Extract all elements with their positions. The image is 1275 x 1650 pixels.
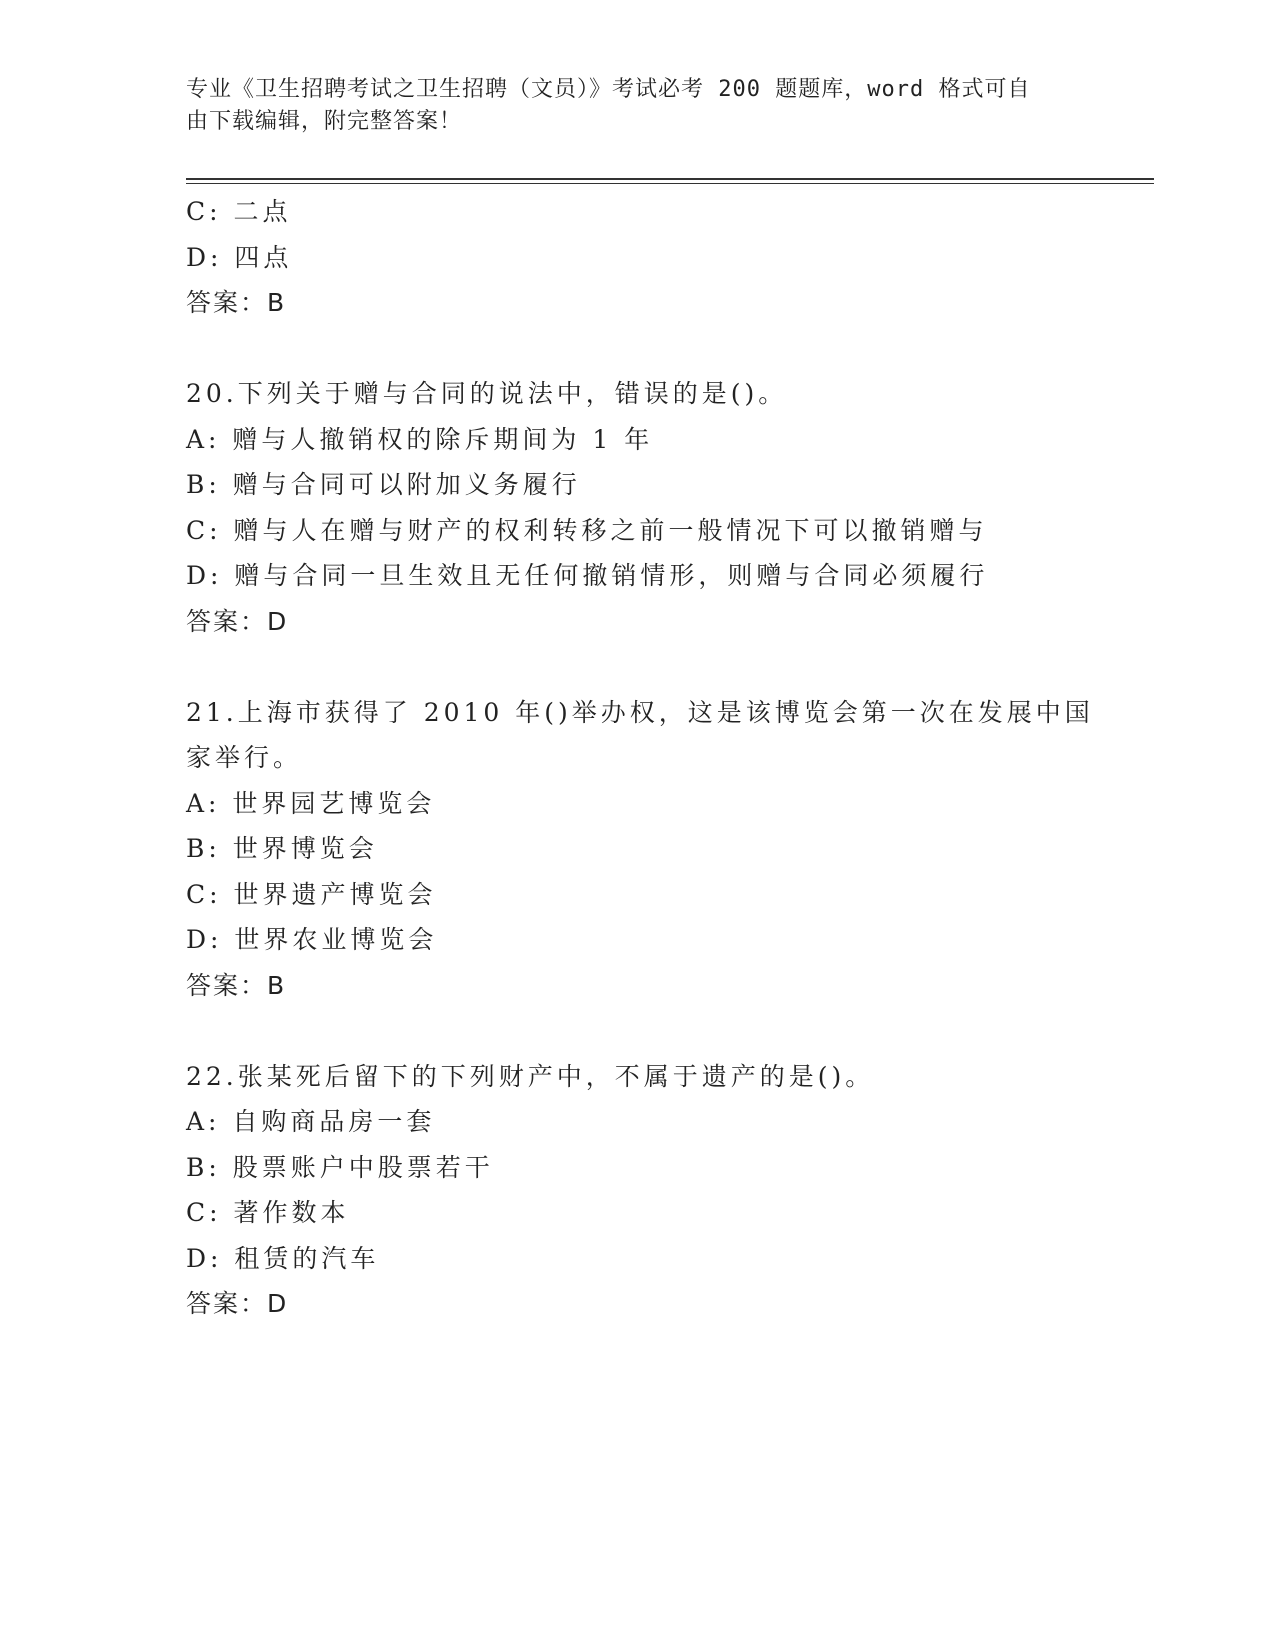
q19-option-d: D: 四点 bbox=[186, 242, 293, 272]
document-header bbox=[186, 74, 1066, 138]
question-list bbox=[186, 189, 1094, 1327]
q20-option-c: C: 赠与人在赠与财产的权利转移之前一般情况下可以撤销赠与 bbox=[186, 515, 988, 545]
header-line-1: 专业《卫生招聘考试之卫生招聘（文员）》考试必考 200 题题库，word 格式可自 bbox=[186, 77, 1031, 102]
q21-stem-line-2: 家举行。 bbox=[186, 743, 303, 772]
q22-stem: 22.张某死后留下的下列财产中，不属于遗产的是()。 bbox=[186, 1061, 875, 1091]
q21-stem-line-1: 21.上海市获得了 2010 年()举办权，这是该博览会第一次在发展中国 bbox=[186, 697, 1094, 727]
q22-option-b: B: 股票账户中股票若干 bbox=[186, 1152, 494, 1182]
q20-stem: 20.下列关于赠与合同的说法中，错误的是()。 bbox=[186, 379, 788, 408]
q20-option-b: B: 赠与合同可以附加义务履行 bbox=[186, 470, 581, 499]
header-line-2: 由下载编辑，附完整答案！ bbox=[186, 109, 463, 134]
q21-answer: 答案：B bbox=[186, 970, 287, 1000]
q21-option-b: B: 世界博览会 bbox=[186, 834, 378, 863]
q22-option-a: A: 自购商品房一套 bbox=[186, 1107, 436, 1136]
q22-option-d: D: 租赁的汽车 bbox=[186, 1243, 380, 1273]
q21-option-c: C: 世界遗产博览会 bbox=[186, 879, 437, 909]
q19-option-c: C: 二点 bbox=[186, 197, 292, 226]
q20-option-d: D: 赠与合同一旦生效且无任何撤销情形，则赠与合同必须履行 bbox=[186, 561, 989, 590]
q20-option-a: A: 赠与人撤销权的除斥期间为 1 年 bbox=[186, 424, 654, 454]
q21-option-d: D: 世界农业博览会 bbox=[186, 925, 438, 954]
q19-answer: 答案：B bbox=[186, 288, 287, 317]
spacer bbox=[186, 644, 1086, 690]
header-divider-thick bbox=[186, 178, 1154, 180]
q20-answer: 答案：D bbox=[186, 606, 289, 636]
header-divider-thin bbox=[186, 183, 1154, 184]
q22-answer: 答案：D bbox=[186, 1289, 289, 1318]
spacer bbox=[186, 326, 1086, 372]
q22-option-c: C: 著作数本 bbox=[186, 1198, 350, 1227]
spacer bbox=[186, 1008, 1086, 1054]
q21-option-a: A: 世界园艺博览会 bbox=[186, 788, 436, 818]
